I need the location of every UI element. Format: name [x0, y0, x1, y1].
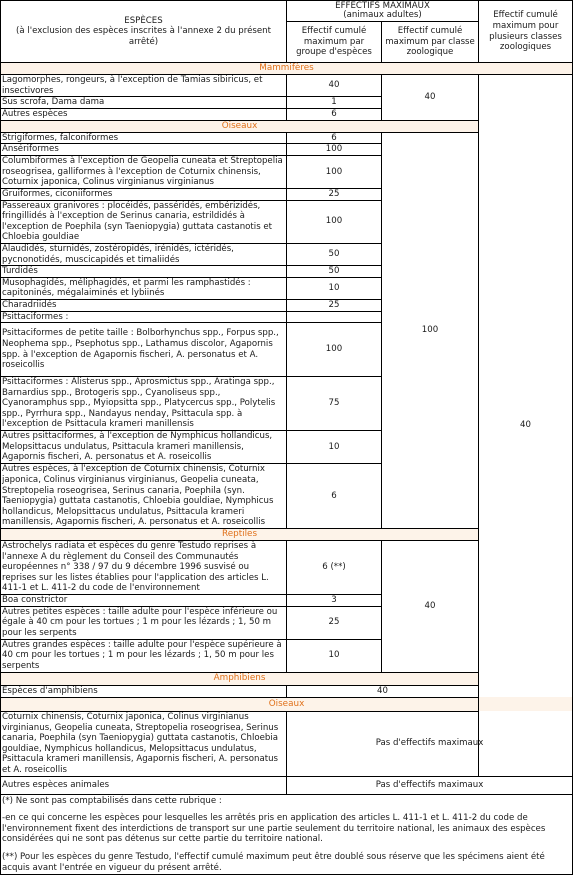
col1-header: Effectif cumulé maximum par groupe d'espèces — [287, 22, 382, 63]
table-row-value: 6 (**) — [287, 541, 382, 595]
section-oiseaux: Oiseaux — [1, 120, 479, 132]
table-row-species: Autres grandes espèces : taille adulte pour l'espèce supérieure à 40 cm pour les tortues ; 1 m pour les lézards ; 1, 50 m pour les serpents — [1, 639, 287, 672]
table-row-species: Turdidés — [1, 266, 287, 278]
footnote-2: -en ce qui concerne les espèces pour lesquelles les arrêtés pris en application des articles L. 411-1 et L. 411-2 du code de l'environnement fixent des interdictions de transport sur une partie seulement du territoire national, les animaux des espèces considérées qui ne sont pas détenus sur cette partie du territoire national. — [2, 813, 546, 845]
table-row-species: Psittaciformes : Alisterus spp., Aprosmictus spp., Aratinga spp., Barnardius spp., Brotogeris spp., Cyanoliseus spp., Cyanoramphus spp., Myiopsitta spp., Platycercus spp., Polytelis spp., Pyrrhura spp., Nandayus nenday, Psittacula spp. à l'exception de Psittacula krameri manillensis — [1, 377, 287, 431]
table-row-species: Psittaciformes de petite taille : Bolborhynchus spp., Forpus spp., Neophema spp., Psephotus spp., Lathamus discolor, Agapornis spp. à l'exception de Agapornis fischeri, A. personatus et A. roseicollis — [1, 323, 287, 377]
table-row-species: Astrochelys radiata et espèces du genre Testudo reprises à l'annexe A du règlement du Conseil des Communautés européennes n° 338 / 97 du 9 décembre 1996 susvisé ou reprises sur les listes établies pour l'application des articles L. 411-1 et L. 411-2 du code de l'environnement — [1, 541, 287, 595]
species-header — [1, 1, 287, 63]
table-row-species: Boa constrictor — [1, 595, 287, 607]
table-row-species: Autres psittaciformes, à l'exception de Nymphicus hollandicus, Melopsittacus undulatus, Psittacula krameri manillensis, Agapornis fischeri, A. personatus et A. roseicollis — [1, 431, 287, 464]
table-row-value: 25 — [287, 299, 382, 311]
table-row-value: 100 — [287, 323, 382, 377]
table-row-value: 10 — [287, 277, 382, 299]
mammals-class-total: 40 — [382, 75, 479, 121]
birds2-value: Pas d'effectifs maximaux — [287, 711, 573, 776]
table-row-value: 100 — [287, 155, 382, 188]
amphibians-value: 40 — [287, 685, 479, 697]
section-oiseaux-2: Oiseaux — [1, 697, 573, 711]
col2-header: Effectif cumulé maximum par classe zoologique — [382, 22, 479, 63]
table-row-value: 100 — [287, 144, 382, 156]
table-row-value: 25 — [287, 188, 382, 200]
effectifs-header — [287, 1, 479, 22]
section-reptiles: Reptiles — [1, 529, 479, 541]
table-row-species: Sus scrofa, Dama dama — [1, 97, 287, 109]
table-row-species: Autres petites espèces : taille adulte pour l'espèce inférieure ou égale à 40 cm pour les tortues ; 1 m pour les lézards ; 1, 50 m pour les serpents — [1, 606, 287, 639]
table-row-value: 10 — [287, 639, 382, 672]
table-row-value: 25 — [287, 606, 382, 639]
footnotes — [1, 794, 573, 875]
effectifs-header-subtitle: (animaux adultes) — [343, 10, 422, 20]
table-row-value: 50 — [287, 266, 382, 278]
reptiles-class-total: 40 — [382, 541, 479, 673]
table-row-value: 40 — [287, 75, 382, 97]
section-amphibiens: Amphibiens — [1, 672, 479, 685]
table-row-species: Psittaciformes : — [1, 311, 287, 323]
table-row-species: Musophagidés, méliphagidés, et parmi les ramphastidés : capitoninés, mégalaiminés et lybiinés — [1, 277, 287, 299]
table-row-species: Charadriidés — [1, 299, 287, 311]
other-animals-value: Pas d'effectifs maximaux — [287, 776, 573, 794]
table-row-value: 6 — [287, 464, 382, 529]
table-row-species: Autres espèces — [1, 108, 287, 120]
table-row-value: 6 — [287, 108, 382, 120]
table-row-value: 1 — [287, 97, 382, 109]
table-row-species: Lagomorphes, rongeurs, à l'exception de Tamias sibiricus, et insectivores — [1, 75, 287, 97]
col3-header: Effectif cumulé maximum pour plusieurs classes zoologiques — [479, 1, 573, 63]
table-row-species: Autres espèces animales — [1, 776, 287, 794]
species-header-title: ESPÈCES — [124, 15, 163, 26]
table-row-value: 50 — [287, 243, 382, 265]
table-row-value: 10 — [287, 431, 382, 464]
table-row-species: Passereaux granivores : plocéidés, passéridés, embérizidés, fringillidés à l'exception de Serinus canaria, estrildidés à l'exception de Poephila (syn Taeniopygia) guttata castanotis et Chloebia gouldiae — [1, 200, 287, 243]
table-row-value: 100 — [287, 200, 382, 243]
table-row-value: 75 — [287, 377, 382, 431]
table-row-species: Coturnix chinensis, Coturnix japonica, Colinus virginianus virginianus, Geopelia cuneata, Streptopelia roseogrisea, Serinus canaria, Poephila (syn Taeniopygia) guttata castanotis, Chloebia gouldiae, Nymphicus hollandicus, Melopsittacus undulatus, Psittacula krameri manillensis, Agapornis fischeri, A. personatus et A. roseicollis — [1, 711, 287, 776]
section-mammiferes: Mammifères — [1, 63, 573, 75]
table-row-value: 3 — [287, 595, 382, 607]
table-row-species: Autres espèces, à l'exception de Coturnix chinensis, Coturnix japonica, Colinus virginianus virginianus, Geopelia cuneata, Streptopelia roseogrisea, Serinus canaria, Poephila (syn. Taeniopygia) guttata castanotis, Chloebia gouldiae, Nymphicus hollandicus, Melopsittacus undulatus, Psittacula krameri manillensis, Agapornis fischeri, A. personatus et A. roseicollis — [1, 464, 287, 529]
table-row-value — [287, 311, 382, 323]
table-row-value: 6 — [287, 132, 382, 144]
birds-class-total: 100 — [382, 132, 479, 528]
multi-class-total: 40 — [479, 75, 573, 777]
table-row-species: Alaudidés, sturnidés, zostéropidés, irénidés, ictéridés, pycnonotidés, muscicapidés et timaliidés — [1, 243, 287, 265]
table-row-species: Columbiformes à l'exception de Geopelia cuneata et Streptopelia roseogrisea, galliformes à l'exception de Coturnix chinensis, Coturnix japonica, Colinus virginianus virginianus — [1, 155, 287, 188]
table-row-species: Ansériformes — [1, 144, 287, 156]
species-header-subtitle: (à l'exclusion des espèces inscrites à l'annexe 2 du présent arrêté) — [16, 26, 271, 47]
footnote-1: (*) Ne sont pas comptabilisés dans cette rubrique : — [2, 795, 222, 806]
footnote-3: (**) Pour les espèces du genre Testudo, l'effectif cumulé maximum peut être doublé sous réserve que les spécimens aient été acquis avant l'entrée en vigueur du présent arrêté. — [2, 852, 545, 873]
effectifs-header-title: EFFECTIFS MAXIMAUX — [335, 1, 430, 11]
table-row-species: Strigiformes, falconiformes — [1, 132, 287, 144]
table-row-species: Gruiformes, ciconiiformes — [1, 188, 287, 200]
table-row-species: Espèces d'amphibiens — [1, 685, 287, 697]
